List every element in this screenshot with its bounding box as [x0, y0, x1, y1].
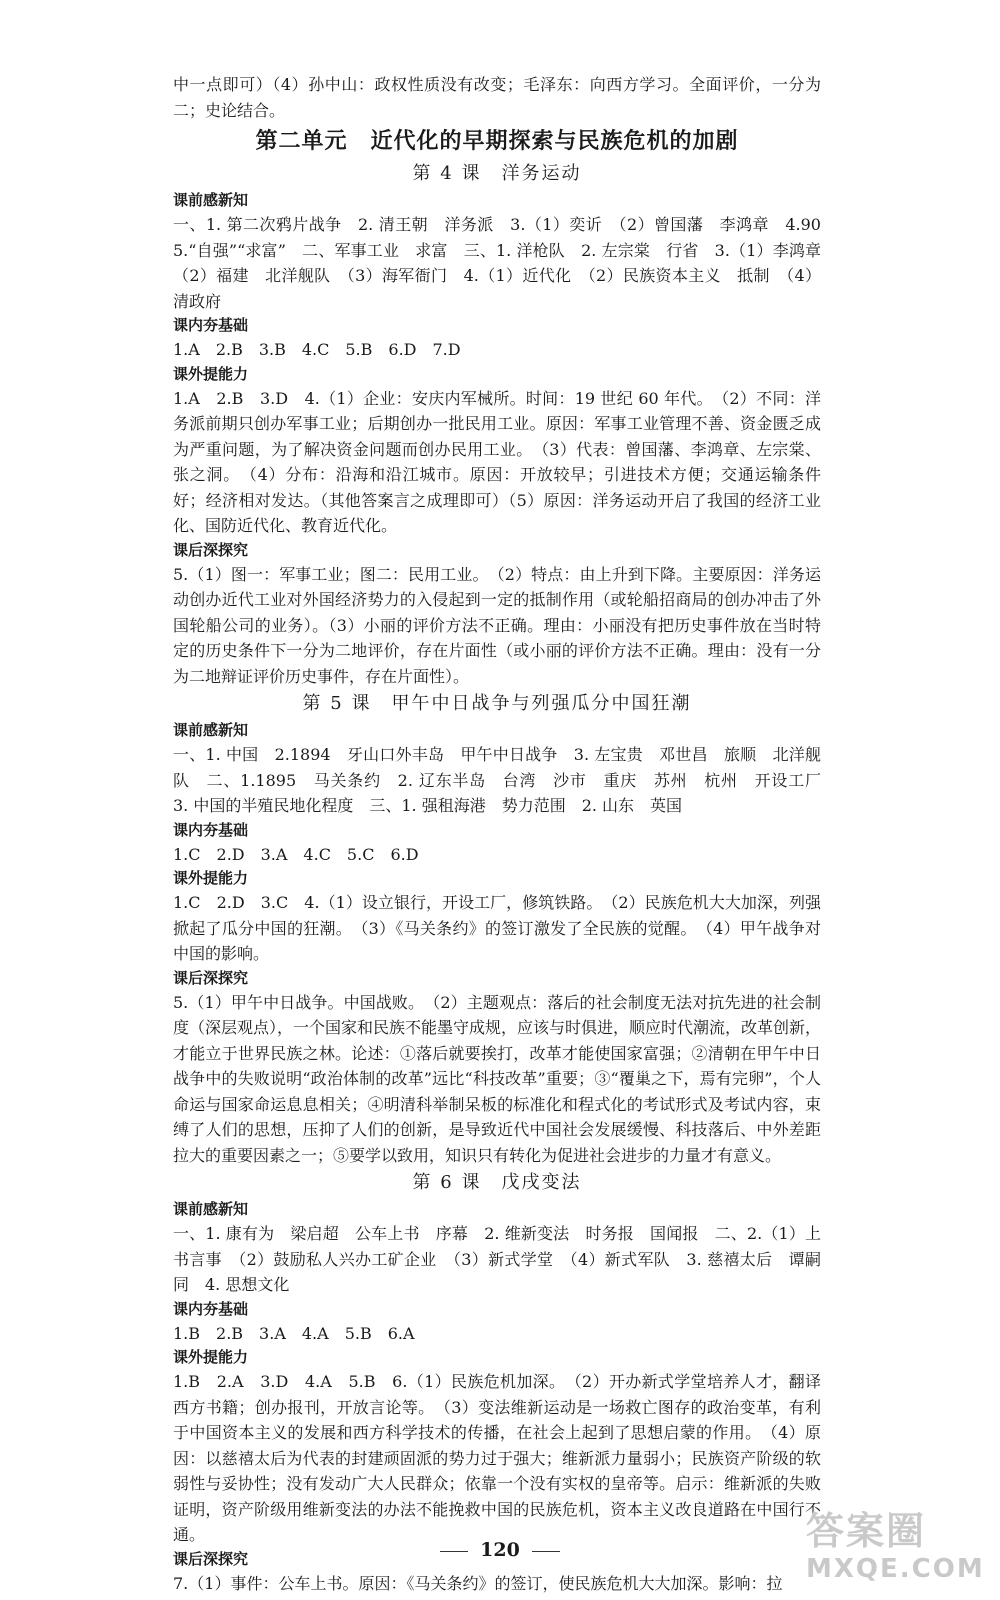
- section-text: 1.A 2.B 3.D 4.（1）企业：安庆内军械所。时间：19 世纪 60 年代。 （2）不同：洋务派前期只创办军事工业；后期创办一批民用工业。原因：军事工业管理不善、资金匮乏成为严重问题，为了解决资金问题而创办民用工业。 （3）代表：曾国藩、李鸿章、左宗棠、张之洞。 （4）分布：沿海和沿江城市。原因：开放较早；引进技术方便；交通运输条件好；经济相对发达。（其他答案言之成理即可）（5）原因：洋务运动开启了我国的经济工业化、国防近代化、教育近代化。: [173, 388, 821, 535]
- section-heading: 课前感新知: [173, 1200, 249, 1218]
- section-heading: 课外提能力: [173, 1348, 249, 1366]
- lesson-5: [173, 689, 838, 1168]
- section-heading: 课后深探究: [173, 968, 249, 987]
- section-text: 7.（1）事件：公车上书。原因：《马关条约》的签订，使民族危机大大加深。影响：拉: [173, 1573, 783, 1593]
- section-text: 1.C 2.D 3.A 4.C 5.C 6.D: [173, 844, 419, 864]
- section-heading: 课前感新知: [173, 721, 249, 739]
- lesson-title: 第 5 课 甲午中日战争与列强瓜分中国狂潮: [302, 693, 692, 714]
- section-heading: 课内夯基础: [173, 316, 249, 334]
- section-text: 一、1. 第二次鸦片战争 2. 清王朝 洋务派 3.（1）奕䜣 （2）曾国藩 李鸿章 4.90 5.“自强”“求富” 二、军事工业 求富 三、1. 洋枪队 2. 左宗棠 行省 3.（1）李鸿章 （2）福建 北洋舰队 （3）海军衙门 4.（1）近代化 （2）民族资本主义 抵制 （4）清政府: [173, 215, 838, 311]
- lesson-title: 第 4 课 洋务运动: [412, 163, 582, 184]
- page-number-dash-right: [532, 1551, 560, 1552]
- section-text: 5.（1）甲午中日战争。中国战败。 （2）主题观点：落后的社会制度无法对抗先进的社会制度（深层观点），一个国家和民族不能墨守成规，应该与时俱进，顺应时代潮流，改革创新，才能立于世界民族之林。论述：①落后就要挨打，改革才能使国家富强；②清朝在甲午中日战争中的失败说明“政治体制的改革”远比“科技改革”重要；③“覆巢之下，焉有完卵”，个人命运与国家命运息息相关；④明清科举制呆板的标准化和程式化的考试形式及考试内容，束缚了人们的思想，压抑了人们的创新，是导致近代中国社会发展缓慢、科技落后、中外差距拉大的重要因素之一；⑤要学以致用，知识只有转化为促进社会进步的力量才有意义。: [173, 992, 822, 1165]
- section-heading: 课内夯基础: [173, 1299, 249, 1318]
- section-text: 1.B 2.B 3.A 4.A 5.B 6.A: [173, 1323, 415, 1343]
- lesson-title: 第 6 课 戊戌变法: [412, 1172, 582, 1193]
- watermark-logo-text: 答案圈: [806, 1509, 927, 1553]
- section-heading: 课内夯基础: [173, 820, 249, 839]
- unit-title: 第二单元 近代化的早期探索与民族危机的加剧: [255, 129, 739, 154]
- section-heading: 课后深探究: [173, 540, 249, 559]
- section-text: 一、1. 康有为 梁启超 公车上书 序幕 2. 维新变法 时务报 国闻报 二、2.（1）上书言事 （2）鼓励私人兴办工矿企业 （3）新式学堂 （4）新式军队 3. 慈禧太后 谭嗣同 4. 思想文化: [173, 1224, 821, 1294]
- section-heading: 课前感新知: [173, 191, 249, 209]
- site-watermark: [806, 1508, 986, 1592]
- page-number-value: 120: [480, 1539, 520, 1561]
- intro-paragraph: 中一点即可）（4）孙中山：政权性质没有改变；毛泽东：向西方学习。全面评价，一分为二；史论结合。: [173, 75, 821, 120]
- section-heading: 课后深探究: [173, 1549, 249, 1568]
- section-text: 1.B 2.A 3.D 4.A 5.B 6.（1）民族危机加深。 （2）开办新式学堂培养人才，翻译西方书籍；创办报刊，开放言论等。 （3）变法维新运动是一场救亡图存的政治变革，有利于中国资本主义的发展和西方科学技术的传播，在社会上起到了思想启蒙的作用。 （4）原因：以慈禧太后为代表的封建顽固派的势力过于强大；维新派力量弱小；民族资产阶级的软弱性与妥协性；没有发动广大人民群众；依靠一个没有实权的皇帝等。启示：维新派的失败证明，资产阶级用维新变法的办法不能挽救中国的民族危机，资本主义改良道路在中国行不通。: [173, 1372, 821, 1544]
- section-heading: 课外提能力: [173, 869, 249, 887]
- section-text: 1.C 2.D 3.C 4.（1）设立银行，开设工厂，修筑铁路。 （2）民族危机大大加深，列强掀起了瓜分中国的狂潮。 （3）《马关条约》的签订激发了全民族的觉醒。 （4）甲午战争对中国的影响。: [173, 893, 821, 963]
- lesson-6: [173, 1168, 821, 1596]
- page-number-dash-left: [440, 1551, 468, 1552]
- answer-page: [173, 72, 838, 1596]
- lesson-4: [173, 159, 838, 689]
- section-text: 1.A 2.B 3.B 4.C 5.B 6.D 7.D: [173, 340, 461, 359]
- section-heading: 课外提能力: [173, 364, 249, 383]
- section-text: 一、1. 中国 2.1894 牙山口外丰岛 甲午中日战争 3. 左宝贵 邓世昌 旅顺 北洋舰队 二、1.1895 马关条约 2. 辽东半岛 台湾 沙市 重庆 苏州 杭州 开设工厂 3. 中国的半殖民地化程度 三、1. 强租海港 势力范围 2. 山东 英国: [173, 745, 838, 815]
- section-text: 5.（1）图一：军事工业；图二：民用工业。 （2）特点：由上升到下降。主要原因：洋务运动创办近代工业对外国经济势力的入侵起到一定的抵制作用（或轮船招商局的创办冲击了外国轮船公司的业务）。（3）小丽的评价方法不正确。理由：小丽没有把历史事件放在当时特定的历史条件下一分为二地评价，存在片面性（或小丽的评价方法不正确。理由：没有一分为二地辩证评价历史事件，存在片面性）。: [173, 564, 821, 686]
- watermark-url-text: MXQE.COM: [806, 1554, 985, 1584]
